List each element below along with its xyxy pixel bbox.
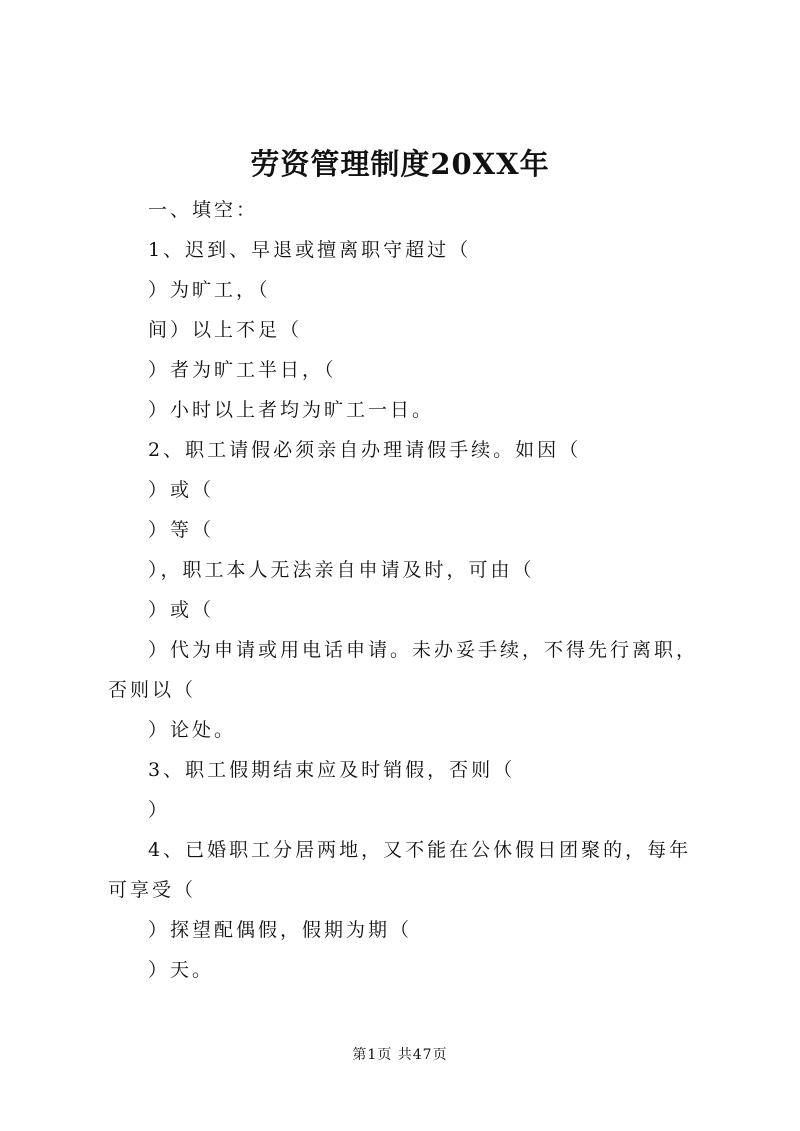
document-title: 劳资管理制度20XX年 [250, 147, 550, 181]
paragraph-line: ）论处。 [148, 719, 237, 741]
document-body [108, 190, 700, 990]
paragraph-line: 2、职工请假必须亲自办理请假手续。如因（ [148, 439, 582, 461]
paragraph-line: ）小时以上者均为旷工一日。 [148, 399, 435, 421]
paragraph-line-wrapped: ）代为申请或用电话申请。未办妥手续，不得先行离职，否则以（ [108, 639, 699, 701]
paragraph-line: ）为旷工，（ [148, 279, 271, 301]
paragraph-line: ） [148, 799, 171, 821]
paragraph-line: ），职工本人无法亲自申请及时，可由（ [148, 559, 535, 581]
section-heading: 一、填空： [148, 199, 259, 221]
paragraph-line: ）天。 [148, 959, 215, 981]
page-number-footer: 第1页 共47页 [352, 1047, 448, 1063]
paragraph-line: ）或（ [148, 479, 215, 501]
paragraph-line: ）或（ [148, 599, 215, 621]
paragraph-line: ）探望配偶假，假期为期（ [148, 919, 413, 941]
paragraph-line: ）者为旷工半日，（ [148, 359, 337, 381]
paragraph-line: 3、职工假期结束应及时销假，否则（ [148, 759, 516, 781]
paragraph-line-wrapped: 4、已婚职工分居两地，又不能在公休假日团聚的，每年可享受（ [108, 839, 692, 901]
paragraph-line: 间）以上不足（ [148, 319, 303, 341]
paragraph-line: 1、迟到、早退或擅离职守超过（ [148, 239, 472, 261]
paragraph-line: ）等（ [148, 519, 215, 541]
